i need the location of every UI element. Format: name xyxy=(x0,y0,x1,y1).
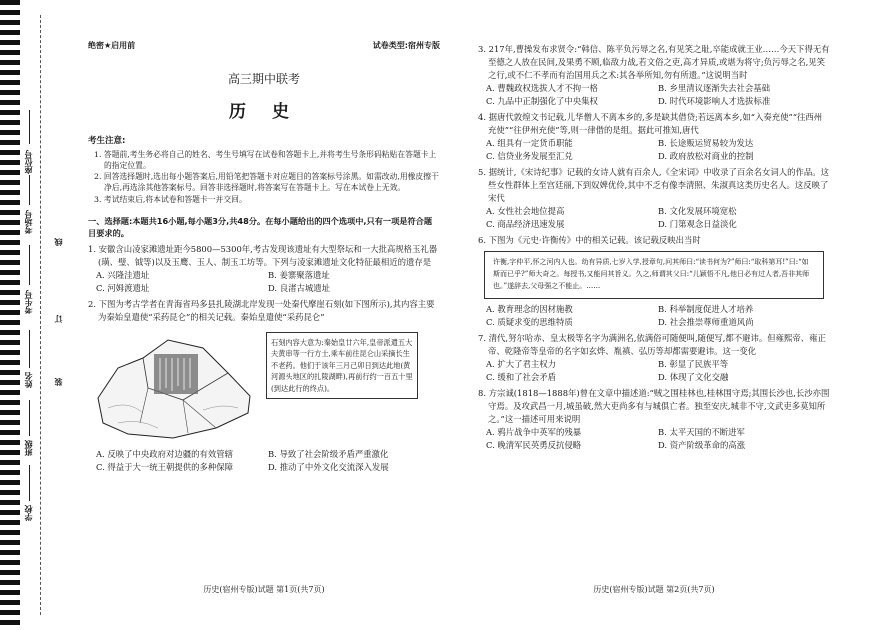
option-d[interactable]: D. 政府放松对商业的控制 xyxy=(658,151,754,162)
option-b[interactable]: B. 文化发展环境宽松 xyxy=(658,206,737,217)
question-2-figure xyxy=(88,328,440,446)
question-8 xyxy=(478,387,830,452)
notice-item: 3. 考试结束后,将本试卷和答题卡一并交回。 xyxy=(94,194,247,204)
option-a[interactable]: A. 组具有一定货币职能 xyxy=(486,138,573,149)
options xyxy=(478,358,830,384)
question-2 xyxy=(88,298,440,474)
binding-dashed-line xyxy=(40,15,41,615)
option-b[interactable]: B. 姜寨聚落遗址 xyxy=(268,269,330,280)
option-b[interactable]: B. 乡里清议逐渐失去社会基础 xyxy=(658,83,770,94)
question-stem: 2. 下图为考古学者在青海省玛多县扎陵湖北岸发现一处秦代摩崖石刻(如下图所示),其内容主要为秦始皇遣使“采药昆仑”的相关记载。秦始皇遣使“采药昆仑” xyxy=(88,298,435,322)
subject-title: 历 史 xyxy=(229,101,299,122)
options xyxy=(478,82,830,108)
option-a[interactable]: A. 扩大了君主权力 xyxy=(486,358,556,369)
question-stem: 7. 清代,努尔哈赤、皇太极等名字为满洲名,依满俗可随便叫,随便写,都不避讳。但雍熙帝、雍正帝、乾隆帝等皇帝的名字如玄烨、胤禛、弘历等却都需要避讳。这一变化 xyxy=(478,332,826,356)
page-2-footer: 历史(宿州专版)试题 第2页(共7页) xyxy=(593,585,715,594)
option-b[interactable]: B. 彰显了民族平等 xyxy=(658,358,729,369)
question-7 xyxy=(478,332,830,384)
options xyxy=(478,205,830,231)
option-d[interactable]: D. 时代环境影响人才选拔标准 xyxy=(658,96,771,107)
cut-mark-line: 线 xyxy=(53,238,63,246)
cut-mark-bind: 订 xyxy=(53,315,63,323)
question-3 xyxy=(478,43,830,108)
option-b[interactable]: B. 长途贩运贸易较为发达 xyxy=(658,138,754,149)
candidate-number-blank[interactable] xyxy=(29,245,30,285)
option-a[interactable]: A. 曹魏政权选拔人才不拘一格 xyxy=(486,83,598,94)
binding-stripes xyxy=(0,0,20,630)
question-5 xyxy=(478,166,830,231)
options xyxy=(478,137,830,163)
stone-inscription-image xyxy=(88,328,260,446)
class-blank[interactable] xyxy=(29,400,30,436)
name-blank[interactable] xyxy=(29,330,30,368)
option-d[interactable]: D. 资产阶级革命的高涨 xyxy=(658,440,746,451)
page-header xyxy=(88,40,440,52)
option-a[interactable]: A. 教育理念的因材施教 xyxy=(486,303,573,314)
option-a[interactable]: A. 女性社会地位提高 xyxy=(486,206,565,217)
page-1-footer: 历史(宿州专版)试题 第1页(共7页) xyxy=(203,585,325,594)
page-2 xyxy=(478,40,830,452)
question-stem: 5. 据统计,《宋诗纪事》记载的女诗人就有百余人,《全宋词》中收录了百余名女词人的作品。这些女性群体上至宫廷丽,下到奴婢优伶,其中不乏有像李清照、朱淑真这类历史名人。这反映了宋代 xyxy=(478,167,829,204)
exam-room-label: 考场号 xyxy=(24,210,33,234)
option-d[interactable]: D. 门第观念日益淡化 xyxy=(658,219,737,230)
option-b[interactable]: B. 导致了社会阶级矛盾严重激化 xyxy=(268,448,389,459)
page-1 xyxy=(88,40,440,474)
school-blank[interactable] xyxy=(29,465,30,501)
option-c[interactable]: C. 商品经济迅速发展 xyxy=(486,219,565,230)
question-stem: 8. 方宗诚(1818—1888年)曾在文章中描述道:“贼之围桂林也,桂林围守焉;其围长沙也,长沙亦围守焉。及攻武昌一月,城虽破,然大吏尚多有与城俱亡者。独至安庆,城非不守,文武吏多莫知所之。”这一描述可用来说明 xyxy=(478,388,830,425)
section-title: 一、选择题:本题共16小题,每小题3分,共48分。在每小题给出的四个选项中,只有一项是符合题目要求的。 xyxy=(88,215,433,239)
options xyxy=(478,303,830,329)
option-c[interactable]: C. 晚清军民英勇反抗侵略 xyxy=(486,440,582,451)
school-label: 学校 xyxy=(24,505,33,521)
notice-item: 1. 答题前,考生务必将自己的姓名、考生号填写在试卷和答题卡上,并将考生号条形码粘贴在答题卡上的指定位置。 xyxy=(94,149,437,170)
seat-number-label: 座位号 xyxy=(24,150,33,174)
historical-quote-box: 许衡,字仲平,怀之河内人也。幼有异质,七岁入学,授章句,问其师曰:“读书何为?”师曰:“取科第耳!”曰:“如斯而已乎?”师大奇之。每授书,又能问其旨义。久之,师谓其父曰:“儿颖悟不凡,他日必有过人者,吾非其师也。”遂辞去,父母强之不能止。…… xyxy=(484,251,824,299)
cut-mark-fasten: 装 xyxy=(53,378,63,386)
notice-title: 考生注意: xyxy=(88,136,126,147)
exam-name: 高三期中联考 xyxy=(227,72,300,87)
option-d[interactable]: D. 体现了文化交融 xyxy=(658,371,729,382)
name-label: 姓名 xyxy=(24,372,33,388)
binding-strip xyxy=(0,0,80,630)
options xyxy=(478,426,830,452)
option-b[interactable]: B. 科举制度促进人才培养 xyxy=(658,303,754,314)
question-1 xyxy=(88,243,440,295)
option-c[interactable]: C. 得益于大一统王朝提供的多种保障 xyxy=(96,461,234,472)
option-c[interactable]: C. 九品中正制强化了中央集权 xyxy=(486,96,598,107)
class-label: 班级 xyxy=(24,440,33,456)
option-a[interactable]: A. 反映了中央政府对边疆的有效管辖 xyxy=(96,448,233,459)
option-b[interactable]: B. 太平天国的不断进军 xyxy=(658,427,745,438)
question-stem: 1. 安徽含山凌家滩遗址距今5800—5300年,考古发现该遗址有大型祭坛和一大批高规格玉礼器(璜、璧、钺等)以及玉鹰、玉人、制玉工坊等。下列与凌家滩遗址文化特征最相近的遗存是 xyxy=(88,243,438,267)
option-d[interactable]: D. 推动了中外文化交流深入发展 xyxy=(268,461,389,472)
question-6 xyxy=(478,234,830,329)
seat-number-blank[interactable] xyxy=(29,110,30,144)
exam-room-blank[interactable] xyxy=(29,175,30,205)
option-c[interactable]: C. 缓和了社会矛盾 xyxy=(486,371,557,382)
question-4 xyxy=(478,111,830,163)
exam-type: 试卷类型:宿州专版 xyxy=(372,41,440,50)
option-c[interactable]: C. 信贷业务发展至汇兑 xyxy=(486,151,573,162)
options xyxy=(88,269,440,295)
option-d[interactable]: D. 社会推崇尊师重道风尚 xyxy=(658,316,754,327)
option-c[interactable]: C. 质疑求变的思维特质 xyxy=(486,316,573,327)
question-stem: 6. 下图为《元史·许衡传》中的相关记载。该记载反映出当时 xyxy=(478,235,701,246)
secret-mark: 绝密★启用前 xyxy=(88,41,136,50)
question-stem: 4. 据唐代敦煌文书记载,儿华僧人不离本乡的,多是缺其借贷;若远离本乡,如“入奏充使”“往西州充使”“往伊州充使”等,则一律借的是组。据此可推知,唐代 xyxy=(478,112,823,136)
question-stem: 3. 217年,曹操发布求贤令:“韩信、陈平负污辱之名,有见笑之耻,卒能成就王业……今天下得无有至德之人放在民间,及果勇不顾,临敌力战,若文俗之吏,高才异质,或堪为将守;负污辱之名,见笑之行,或不仁不孝而有治国用兵之术:其各举所知,勿有所遗。”这说明当时 xyxy=(478,44,830,81)
candidate-number-label: 考生号 xyxy=(24,290,33,314)
inscription-caption: 石刻内容大意为:秦始皇廿六年,皇帝派遣五大夫黄串等一行方士,乘车前往昆仑山采摘长生不老药。他们于该年三月己卯日到达此地(黄河源头地区的扎陵湖畔),再前行约一百五十里(到达此行的终点)。 xyxy=(266,332,418,400)
option-d[interactable]: D. 良渚古城遗址 xyxy=(268,282,330,293)
option-a[interactable]: A. 兴隆洼遗址 xyxy=(96,269,150,280)
options xyxy=(88,448,440,474)
notice-item: 2. 回答选择题时,选出每小题答案后,用铅笔把答题卡对应题目的答案标号涂黑。如需改动,用橡皮擦干净后,再选涂其他答案标号。回答非选择题时,将答案写在答题卡上。写在本试卷上无效。 xyxy=(94,172,439,193)
option-a[interactable]: A. 鸦片战争中英军的残暴 xyxy=(486,427,582,438)
option-c[interactable]: C. 河姆渡遗址 xyxy=(96,282,150,293)
